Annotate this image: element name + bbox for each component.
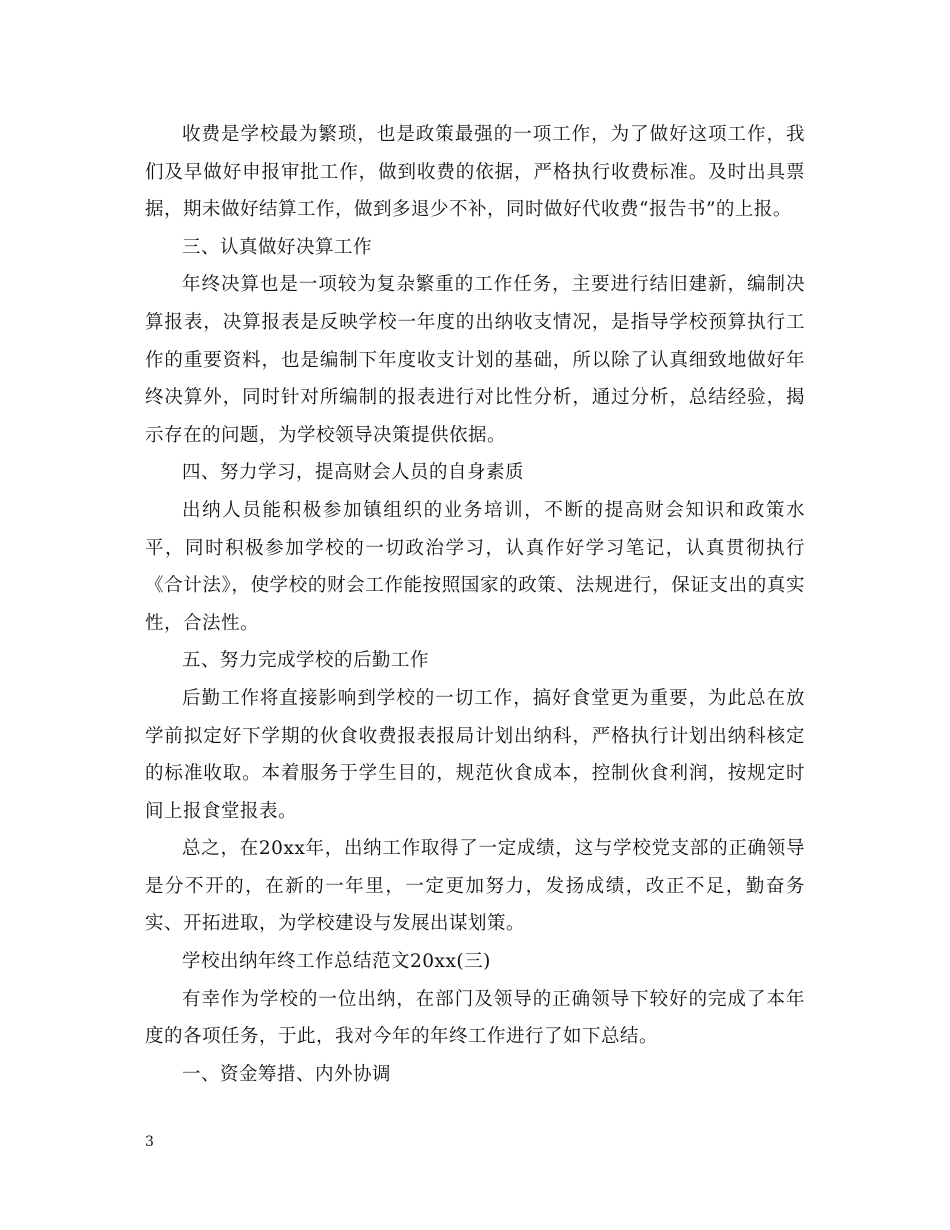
section-heading-funding: 一、资金筹措、内外协调: [182, 1063, 392, 1085]
section-heading-final-accounts: 三、认真做好决算工作: [182, 236, 373, 258]
document-body: [145, 116, 805, 1093]
paragraph-logistics: 后勤工作将直接影响到学校的一切工作，搞好食堂更为重要，为此总在放学前拟定好下学期的伙食收费报表报局计划出纳科，严格执行计划出纳科核定的标准收取。本着服务于学生目的，规范伙食成本，控制伙食利润，按规定时间上报食堂报表。: [145, 687, 805, 822]
paragraph-study: 出纳人员能积极参加镇组织的业务培训，不断的提高财会知识和政策水平，同时积极参加学校的一切政治学习，认真作好学习笔记，认真贯彻执行《合计法》，使学校的财会工作能按照国家的政策、法规进行，保证支出的真实性，合法性。: [145, 499, 805, 634]
paragraph-intro: 有幸作为学校的一位出纳，在部门及领导的正确领导下较好的完成了本年度的各项任务，于此，我对今年的年终工作进行了如下总结。: [145, 988, 805, 1048]
section-heading-study: 四、努力学习，提高财会人员的自身素质: [182, 462, 525, 484]
paragraph-summary: 总之，在20xx年，出纳工作取得了一定成绩，这与学校党支部的正确领导是分不开的，在新的一年里，一定更加努力，发扬成绩，改正不足，勤奋务实、开拓进取，为学校建设与发展出谋划策。: [145, 838, 805, 935]
section-heading-logistics: 五、努力完成学校的后勤工作: [182, 650, 430, 672]
paragraph-final-accounts: 年终决算也是一项较为复杂繁重的工作任务，主要进行结旧建新，编制决算报表，决算报表是反映学校一年度的出纳收支情况，是指导学校预算执行工作的重要资料，也是编制下年度收支计划的基础，所以除了认真细致地做好年终决算外，同时针对所编制的报表进行对比性分析，通过分析，总结经验，揭示存在的问题，为学校领导决策提供依据。: [145, 274, 805, 446]
paragraph-fees: 收费是学校最为繁琐，也是政策最强的一项工作，为了做好这项工作，我们及早做好申报审批工作，做到收费的依据，严格执行收费标准。及时出具票据，期未做好结算工作，做到多退少不补，同时做好代收费“报告书”的上报。: [145, 124, 805, 221]
article-title-three: 学校出纳年终工作总结范文20xx(三): [182, 951, 491, 973]
page-number: 3: [145, 1134, 154, 1150]
